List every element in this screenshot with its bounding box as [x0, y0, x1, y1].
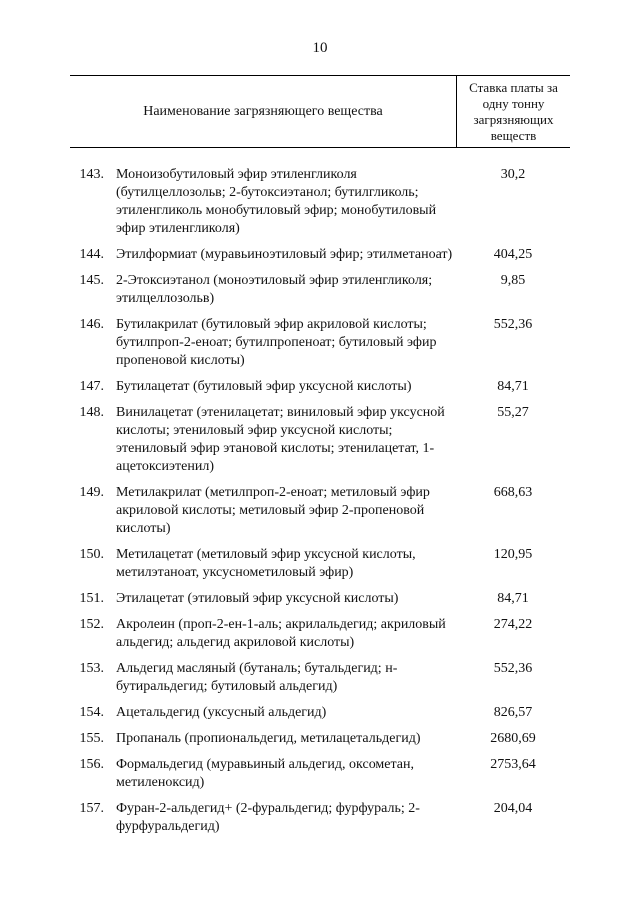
payment-rate: 120,95: [493, 547, 533, 562]
payment-rate: 552,36: [493, 661, 533, 676]
payment-rate: 826,57: [493, 705, 533, 720]
pollutant-name: Пропаналь (пропиональдегид, метилацетальдегид): [116, 731, 421, 746]
pollutant-name: Метилацетат (метиловый эфир уксусной кислоты, метилэтаноат, уксуснометиловый эфир): [116, 547, 416, 580]
row-number: 156.: [79, 757, 104, 772]
pollutant-name: Метилакрилат (метилпроп-2-еноат; метиловый эфир акриловой кислоты; метиловый эфир 2-пропеновой кислоты): [116, 485, 430, 536]
table-row: [70, 272, 570, 308]
payment-rate: 204,04: [493, 801, 533, 816]
payment-rate: 404,25: [493, 247, 533, 262]
row-number: 147.: [79, 379, 104, 394]
pollutant-name: Фуран-2-альдегид+ (2-фуральдегид; фурфураль; 2-фурфуральдегид): [116, 801, 420, 834]
table-row: [70, 800, 570, 836]
row-number: 148.: [79, 405, 104, 420]
pollutant-name: Ацетальдегид (уксусный альдегид): [116, 705, 327, 720]
row-number: 149.: [79, 485, 104, 500]
row-number: 143.: [79, 167, 104, 182]
pollutant-name: Этилацетат (этиловый эфир уксусной кислоты): [116, 591, 399, 606]
table-row: [70, 546, 570, 582]
table-row: [70, 590, 570, 608]
row-number: 150.: [79, 547, 104, 562]
pollutant-name: Бутилацетат (бутиловый эфир уксусной кислоты): [116, 379, 412, 394]
payment-rate: 2753,64: [490, 757, 536, 772]
pollutant-name: Моноизобутиловый эфир этиленгликоля (бутилцеллозольв; 2-бутоксиэтанол; бутилгликоль; этиленгликоль монобутиловый эфир; монобутиловый эфир этиленгликоля): [116, 167, 437, 236]
table-row: [70, 404, 570, 476]
row-number: 144.: [79, 247, 104, 262]
table-row: [70, 660, 570, 696]
pollutant-rate-table: [70, 75, 570, 836]
payment-rate: 55,27: [497, 405, 529, 420]
row-number: 155.: [79, 731, 104, 746]
payment-rate: 274,22: [493, 617, 533, 632]
row-number: 157.: [79, 801, 104, 816]
pollutant-name: Акролеин (проп-2-ен-1-аль; акрилальдегид; акриловый альдегид; альдегид акриловой кислоты): [116, 617, 446, 650]
page-number: 10: [312, 40, 328, 56]
payment-rate: 552,36: [493, 317, 533, 332]
header-pollutant-name: Наименование загрязняющего вещества: [70, 76, 457, 147]
table-row: [70, 756, 570, 792]
table-row: [70, 616, 570, 652]
table-row: [70, 316, 570, 370]
table-row: [70, 166, 570, 238]
pollutant-name: Альдегид масляный (бутаналь; бутальдегид; н-бутиральдегид; бутиловый альдегид): [116, 661, 398, 694]
row-number: 145.: [79, 273, 104, 288]
row-number: 151.: [79, 591, 104, 606]
table-header: [70, 75, 570, 148]
payment-rate: 668,63: [493, 485, 533, 500]
pollutant-name: Этилформиат (муравьиноэтиловый эфир; этилметаноат): [116, 247, 453, 262]
row-number: 153.: [79, 661, 104, 676]
row-number: 146.: [79, 317, 104, 332]
payment-rate: 84,71: [497, 591, 529, 606]
pollutant-name: 2-Этоксиэтанол (моноэтиловый эфир этиленгликоля; этилцеллозольв): [116, 273, 433, 306]
header-payment-rate: Ставка платы за одну тонну загрязняющих веществ: [469, 79, 558, 143]
payment-rate: 9,85: [500, 273, 526, 288]
table-row: [70, 484, 570, 538]
table-row: [70, 378, 570, 396]
row-number: 152.: [79, 617, 104, 632]
payment-rate: 2680,69: [490, 731, 536, 746]
row-number: 154.: [79, 705, 104, 720]
table-row: [70, 730, 570, 748]
table-body: [70, 148, 570, 836]
pollutant-name: Формальдегид (муравьиный альдегид, оксометан, метиленоксид): [116, 757, 414, 790]
pollutant-name: Бутилакрилат (бутиловый эфир акриловой кислоты; бутилпроп-2-еноат; бутилпропеноат; бутиловый эфир пропеновой кислоты): [116, 317, 437, 368]
table-row: [70, 704, 570, 722]
payment-rate: 84,71: [497, 379, 529, 394]
payment-rate: 30,2: [500, 167, 526, 182]
pollutant-name: Винилацетат (этенилацетат; виниловый эфир уксусной кислоты; этениловый эфир уксусной кислоты; этениловый эфир этановой кислоты; этенилацетат, 1-ацетоксиэтенил): [116, 405, 445, 474]
table-row: [70, 246, 570, 264]
